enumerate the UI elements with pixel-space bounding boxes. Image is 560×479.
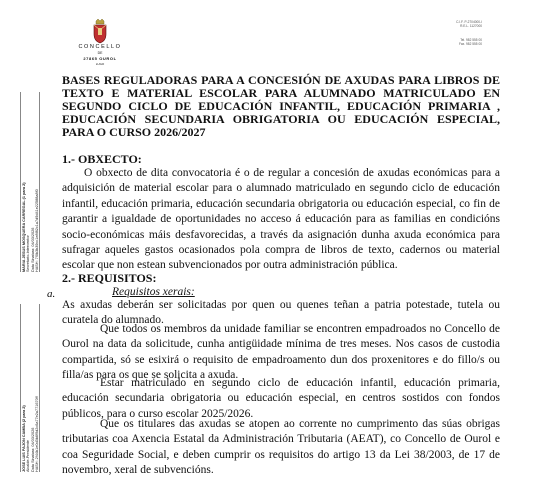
signature-stamp-1: [20, 92, 40, 272]
cif-text: C.I.F. P-2704000-I: [456, 20, 482, 24]
section-1-text: O obxecto de dita convocatoria é o de regular a concesión de axudas económicas para a adquisición de material escolar para o alumnado matriculado en segundo ciclo de educación infantil, educación primaria, educación secundaria obrigatoria ou educación especial, co fin de garantir a igualdade de oportunidades no acceso á educación para as familias en condicións socio-económicas máis desfavorecidas, a través da asignación dunha axuda económica para sufragar aqueles gastos ocasionados pola compra de libros de texto, cadernos ou material escolar que non estean subvencionados por outra administración pública.: [62, 167, 500, 272]
coat-of-arms-icon: [91, 18, 109, 44]
org-contact-info: [459, 38, 482, 46]
requirement-paragraph-4: Que os titulares das axudas se atopen ao corrente no cumprimento das súas obrigas tributarias coa Axencia Estatal da Administración Tributaria (AEAT), co Concello de Ourol e coa Seguridade Social, e deben cumprir os requisitos do artigo 13 da Lei 38/2003, de 17 de novembro, xeral de subvencións.: [62, 418, 500, 477]
stamp-2-line-4: HASH: 2f44b1e0d3b6f9d2c6a77e2a771670ff: [35, 396, 40, 472]
section-2-a-marker: a.: [47, 288, 56, 300]
stamp-1-line-2: Secretario-Interventor: [26, 235, 31, 272]
rel-text: R.E.L. 1127000: [460, 24, 482, 28]
org-de: DE: [97, 51, 103, 55]
stamp-1-line-4: HASH: 7f0b3b39cc1e8f82c1a7d9d41e22588a8f0: [35, 189, 40, 272]
stamp-1-line-1: MARIA JESUS MOSQUERA CARREGAL (1 para 2): [22, 182, 26, 272]
section-1-heading: 1.- OBXECTO:: [62, 152, 142, 166]
requirement-paragraph-3: Estar matriculado en segundo ciclo de educación infantil, educación primaria, educación secundaria obrigatoria ou educación especial, en centros sostidos con fondos públicos, para o curso escolar 2025/2026.: [62, 377, 500, 420]
stamp-2-line-2: Alcalde-Presidente: [26, 440, 31, 472]
requirement-paragraph-1: As axudas deberán ser solicitadas por quen ou quenes teñan a patria potestade, tutela ou curatela do alumnado.: [62, 299, 500, 327]
org-name: CONCELLO: [78, 44, 122, 50]
fax-text: Fax. 982 555 00: [458, 42, 482, 46]
org-province: LUGO: [95, 62, 105, 66]
org-place: 27865 OUROL: [83, 56, 117, 61]
general-requirements-title: Requisitos xerais:: [112, 286, 195, 298]
stamp-2-line-3: Data Sinatura: 04/03/2026: [30, 427, 35, 472]
document-title: BASES REGULADORAS PARA A CONCESIÓN DE AXUDAS PARA LIBROS DE TEXTO E MATERIAL ESCOLAR PARA ALUMNADO MATRICULADO EN SEGUNDO CICLO DE EDUCACIÓN INFANTIL, EDUCACIÓN PRIMARIA , EDUCACIÓN SECUNDARIA OBRIGATORIA OU EDUCACIÓN ESPECIAL, PARA O CURSO 2026/2027: [62, 73, 500, 139]
stamp-1-line-3: Data Sinatura: 04/03/2026: [30, 227, 35, 272]
tel-text: Tel. 982 555 00: [460, 38, 482, 42]
stamp-2-line-1: JOSE LUIS PAJON CAMBA (2 para 2): [22, 405, 26, 472]
section-2-heading: 2.- REQUISITOS:: [62, 271, 157, 285]
requirement-paragraph-2: Que todos os membros da unidade familiar se encontren empadroados no Concello de Ourol na data da solicitude, cunha antigüidade mínima de tres meses. Nos casos de custodia compartida, só se esixirá o requisito de empadroamento dun dos proxenitores e do fillo/s ou filla/as para os que se solicita a axuda.: [62, 323, 500, 382]
org-registry-info: [456, 20, 482, 28]
signature-stamp-2: [20, 304, 40, 472]
